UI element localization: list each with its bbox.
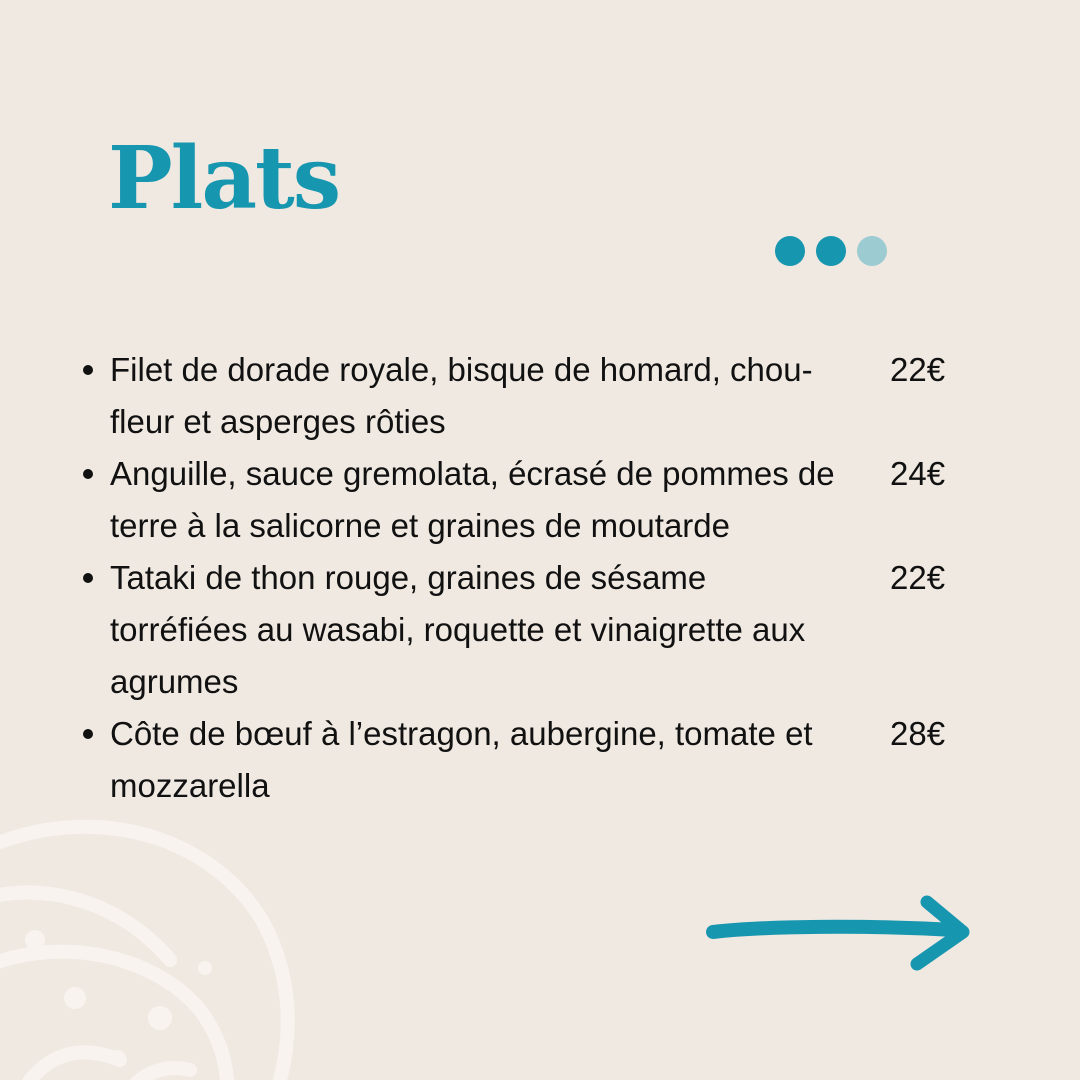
arrow-right-icon[interactable]: [705, 892, 975, 976]
menu-item-description: Filet de dorade royale, bisque de homard, chou-fleur et asperges rôties: [110, 351, 813, 440]
pagination-dots: [775, 236, 887, 266]
menu-item-price: 22€: [890, 351, 946, 388]
pagination-dot: [816, 236, 846, 266]
bullet-icon: [83, 469, 93, 479]
page-title: Plats: [108, 128, 340, 229]
menu-item-price: 28€: [890, 715, 946, 752]
pagination-dot: [857, 236, 887, 266]
menu-item-price: 24€: [890, 455, 946, 492]
menu-item-price: 22€: [890, 559, 946, 596]
menu-item: [78, 448, 978, 552]
menu-item: [78, 708, 978, 812]
pagination-dot: [775, 236, 805, 266]
bullet-icon: [83, 729, 93, 739]
bullet-icon: [83, 573, 93, 583]
bullet-icon: [83, 365, 93, 375]
menu-list: [78, 344, 978, 812]
menu-item-description: Tataki de thon rouge, graines de sésame torréfiées au wasabi, roquette et vinaigrette aux agrumes: [110, 559, 806, 700]
menu-item-description: Côte de bœuf à l’estragon, aubergine, tomate et mozzarella: [110, 715, 813, 804]
menu-item: [78, 552, 978, 708]
menu-item: [78, 344, 978, 448]
menu-item-description: Anguille, sauce gremolata, écrasé de pommes de terre à la salicorne et graines de moutarde: [110, 455, 835, 544]
